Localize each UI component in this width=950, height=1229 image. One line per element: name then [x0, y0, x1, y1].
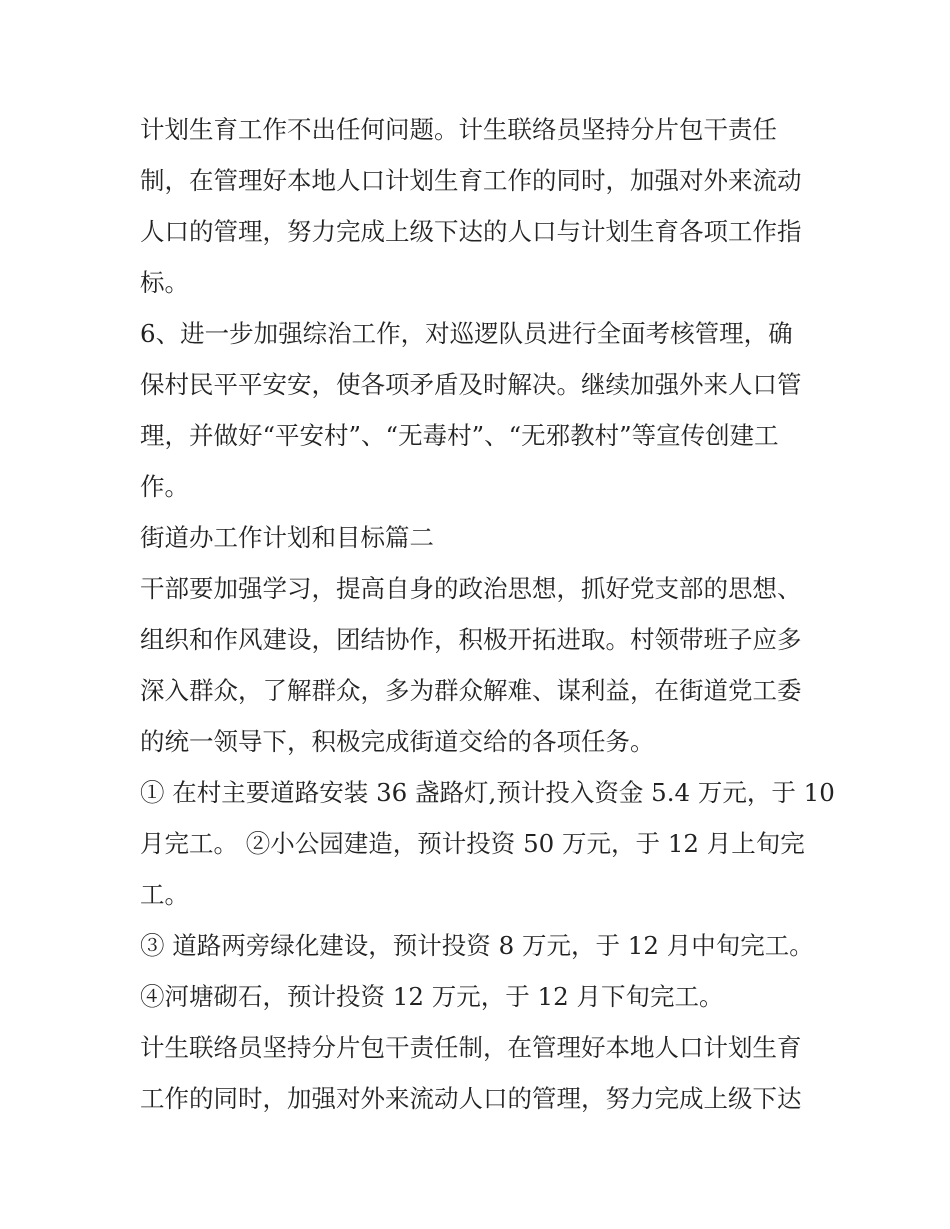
text-line: 计划生育工作不出任何问题。计生联络员坚持分片包干责任 [140, 115, 777, 144]
text-line: 的统一领导下，积极完成街道交给的各项任务。 [140, 727, 655, 756]
text-line: 作。 [140, 472, 189, 501]
text-line: 深入群众，了解群众，多为群众解难、谋利益，在街道党工委 [140, 676, 802, 705]
list-item-line: ④河塘砌石，预计投资 12 万元，于 12 月下旬完工。 [140, 982, 724, 1011]
text-line: 标。 [140, 268, 189, 297]
numbered-item-line: 6、进一步加强综治工作，对巡逻队员进行全面考核管理，确 [140, 319, 793, 348]
text-line: 计生联络员坚持分片包干责任制，在管理好本地人口计划生育 [140, 1033, 802, 1062]
list-item-line: 月完工。 ②小公园建造，预计投资 50 万元，于 12 月上旬完 [140, 829, 805, 858]
text-line: 制，在管理好本地人口计划生育工作的同时，加强对外来流动 [140, 166, 802, 195]
list-item-line: 工。 [140, 880, 189, 909]
text-line: 人口的管理，努力完成上级下达的人口与计划生育各项工作指 [140, 217, 802, 246]
list-item-line: ③ 道路两旁绿化建设，预计投资 8 万元，于 12 月中旬完工。 [140, 931, 814, 960]
text-line: 工作的同时，加强对外来流动人口的管理，努力完成上级下达 [140, 1084, 802, 1113]
text-line: 理，并做好“平安村”、“无毒村”、“无邪教村”等宣传创建工 [140, 421, 779, 450]
text-line: 干部要加强学习，提高自身的政治思想，抓好党支部的思想、 [140, 574, 802, 603]
list-item-line: ① 在村主要道路安装 36 盏路灯,预计投入资金 5.4 万元，于 10 [140, 778, 835, 807]
document-body [140, 104, 835, 1124]
section-heading: 街道办工作计划和目标篇二 [140, 523, 434, 552]
text-line: 组织和作风建设，团结协作，积极开拓进取。村领带班子应多 [140, 625, 802, 654]
text-line: 保村民平平安安，使各项矛盾及时解决。继续加强外来人口管 [140, 370, 802, 399]
